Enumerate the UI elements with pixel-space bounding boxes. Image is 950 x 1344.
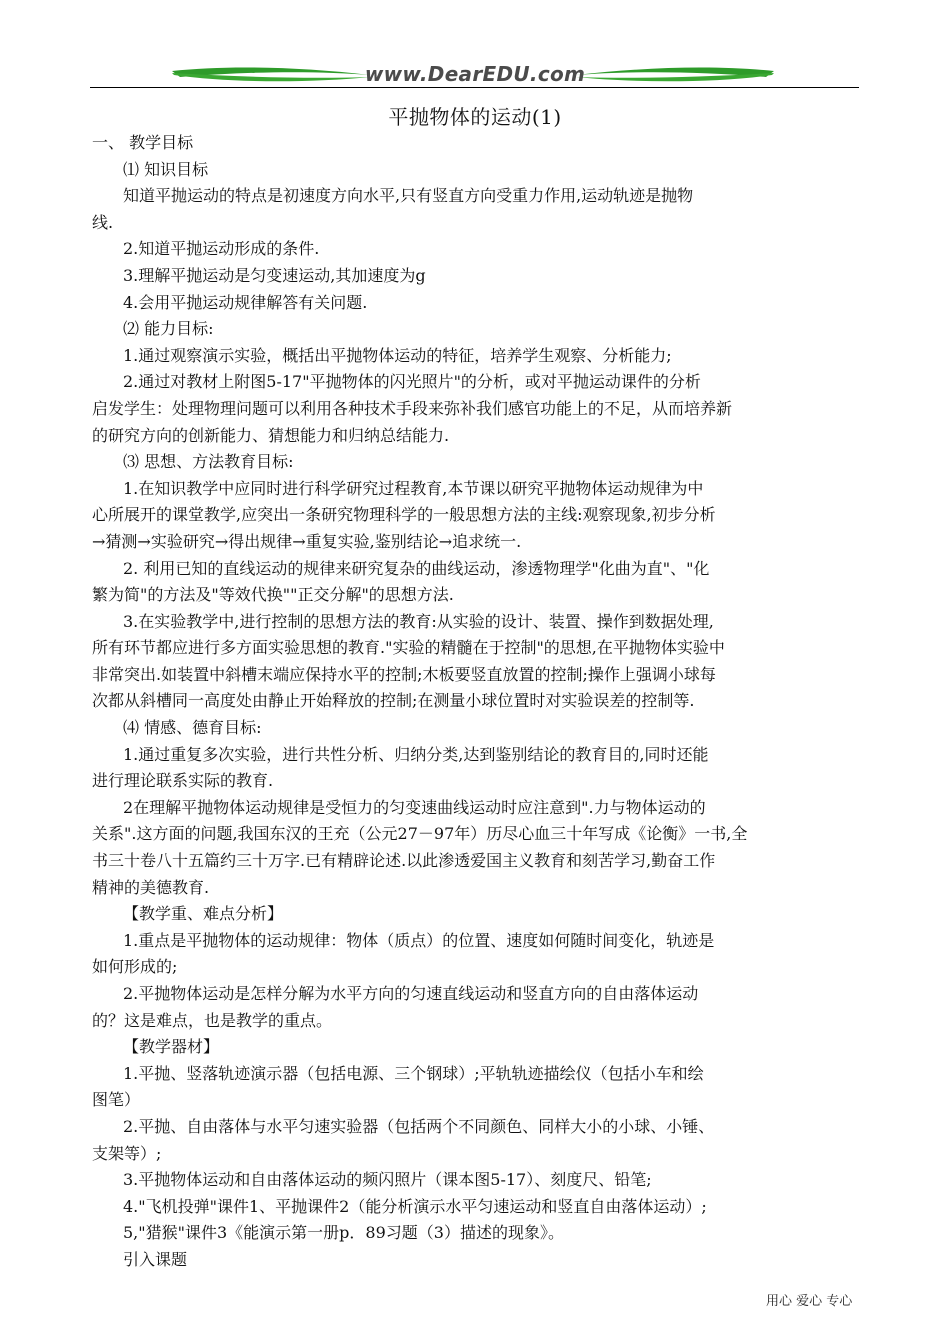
subsection-heading: ⑶ 思想、方法教育目标: bbox=[123, 452, 294, 472]
paragraph-line: 2.通过对教材上附图5-17"平抛物体的闪光照片"的分析，或对平抛运动课件的分析 bbox=[123, 372, 701, 392]
paragraph-line: 所有环节都应进行多方面实验思想的教育."实验的精髓在于控制"的思想,在平抛物体实验中 bbox=[92, 638, 725, 658]
site-logo-text: www.DearEDU.com bbox=[364, 62, 586, 86]
paragraph-line: 图笔） bbox=[92, 1090, 141, 1110]
paragraph-line: 1.平抛、竖落轨迹演示器（包括电源、三个钢球）;平轨轨迹描绘仪（包括小车和绘 bbox=[123, 1063, 704, 1083]
section-heading: 【教学器材】 bbox=[123, 1037, 220, 1057]
subsection-heading: ⑵ 能力目标: bbox=[123, 319, 214, 339]
paragraph-line: 的？这是难点，也是教学的重点。 bbox=[92, 1010, 333, 1030]
paragraph-line: 关系".这方面的问题,我国东汉的王充（公元27－97年）历尽心血三十年写成《论衡》一书,全 bbox=[92, 824, 748, 844]
subsection-heading: ⑷ 情感、德育目标: bbox=[123, 718, 262, 738]
page-footer: 用心 爱心 专心 bbox=[766, 1294, 853, 1309]
paragraph-line: 4.会用平抛运动规律解答有关问题. bbox=[123, 292, 368, 312]
document-body bbox=[92, 130, 862, 1274]
paragraph-line: 心所展开的课堂教学,应突出一条研究物理科学的一般思想方法的主线:观察现象,初步分析 bbox=[92, 505, 716, 525]
paragraph-line: 启发学生：处理物理问题可以利用各种技术手段来弥补我们感官功能上的不足，从而培养新 bbox=[92, 398, 733, 418]
page-title: 平抛物体的运动(1) bbox=[388, 105, 562, 129]
paragraph-line: 如何形成的; bbox=[92, 957, 178, 977]
section-heading: 一、 教学目标 bbox=[92, 133, 194, 152]
paragraph-line: →猜测→实验研究→得出规律→重复实验,鉴别结论→追求统一. bbox=[92, 531, 522, 551]
paragraph-line: 3.理解平抛运动是匀变速运动,其加速度为g bbox=[123, 265, 426, 285]
paragraph-line: 5,"猎猴"课件3《能演示第一册p．89习题（3）描述的现象》。 bbox=[123, 1223, 564, 1243]
paragraph-line: 3.在实验教学中,进行控制的思想方法的教育:从实验的设计、装置、操作到数据处理, bbox=[123, 611, 714, 631]
paragraph-line: 知道平抛运动的特点是初速度方向水平,只有竖直方向受重力作用,运动轨迹是抛物 bbox=[123, 186, 694, 206]
paragraph-line: 2.平抛、自由落体与水平匀速实验器（包括两个不同颜色、同样大小的小球、小锤、 bbox=[123, 1116, 715, 1136]
paragraph-line: 精神的美德教育. bbox=[92, 877, 210, 897]
paragraph-line: 非常突出.如装置中斜槽末端应保持水平的控制;木板要竖直放置的控制;操作上强调小球每 bbox=[92, 664, 716, 684]
paragraph-line: 3.平抛物体运动和自由落体运动的频闪照片（课本图5-17）、刻度尺、铅笔; bbox=[123, 1170, 652, 1190]
paragraph-line: 4."飞机投弹"课件1、平抛课件2（能分析演示水平匀速运动和竖直自由落体运动）; bbox=[123, 1196, 707, 1216]
paragraph-line: 引入课题 bbox=[123, 1249, 188, 1269]
paragraph-line: 1.通过重复多次实验，进行共性分析、归纳分类,达到鉴别结论的教育目的,同时还能 bbox=[123, 744, 709, 764]
header-divider bbox=[90, 87, 859, 88]
paragraph-line: 进行理论联系实际的教育. bbox=[92, 771, 274, 791]
paragraph-line: 1.重点是平抛物体的运动规律：物体（质点）的位置、速度如何随时间变化，轨迹是 bbox=[123, 930, 715, 950]
paragraph-line: 次都从斜槽同一高度处由静止开始释放的控制;在测量小球位置时对实验误差的控制等. bbox=[92, 691, 695, 711]
paragraph-line: 2.知道平抛运动形成的条件. bbox=[123, 239, 320, 259]
paragraph-line: 2.平抛物体运动是怎样分解为水平方向的匀速直线运动和竖直方向的自由落体运动 bbox=[123, 984, 699, 1003]
paragraph-line: 的研究方向的创新能力、猜想能力和归纳总结能力. bbox=[92, 425, 450, 445]
paragraph-line: 2. 利用已知的直线运动的规律来研究复杂的曲线运动，渗透物理学"化曲为直"、"化 bbox=[123, 558, 710, 578]
section-heading: 【教学重、难点分析】 bbox=[123, 904, 284, 924]
paragraph-line: 线. bbox=[92, 212, 114, 232]
paragraph-line: 繁为简"的方法及"等效代换""正交分解"的思想方法. bbox=[92, 585, 454, 605]
subsection-heading: ⑴ 知识目标 bbox=[123, 159, 209, 179]
paragraph-line: 支架等）; bbox=[92, 1143, 162, 1163]
paragraph-line: 1.通过观察演示实验，概括出平抛物体运动的特征，培养学生观察、分析能力; bbox=[123, 345, 672, 365]
paragraph-line: 1.在知识教学中应同时进行科学研究过程教育,本节课以研究平抛物体运动规律为中 bbox=[123, 478, 704, 498]
paragraph-line: 书三十卷八十五篇约三十万字.已有精辟论述.以此渗透爱国主义教育和刻苦学习,勤奋工作 bbox=[92, 851, 716, 871]
paragraph-line: 2在理解平抛物体运动规律是受恒力的匀变速曲线运动时应注意到".力与物体运动的 bbox=[123, 797, 706, 817]
